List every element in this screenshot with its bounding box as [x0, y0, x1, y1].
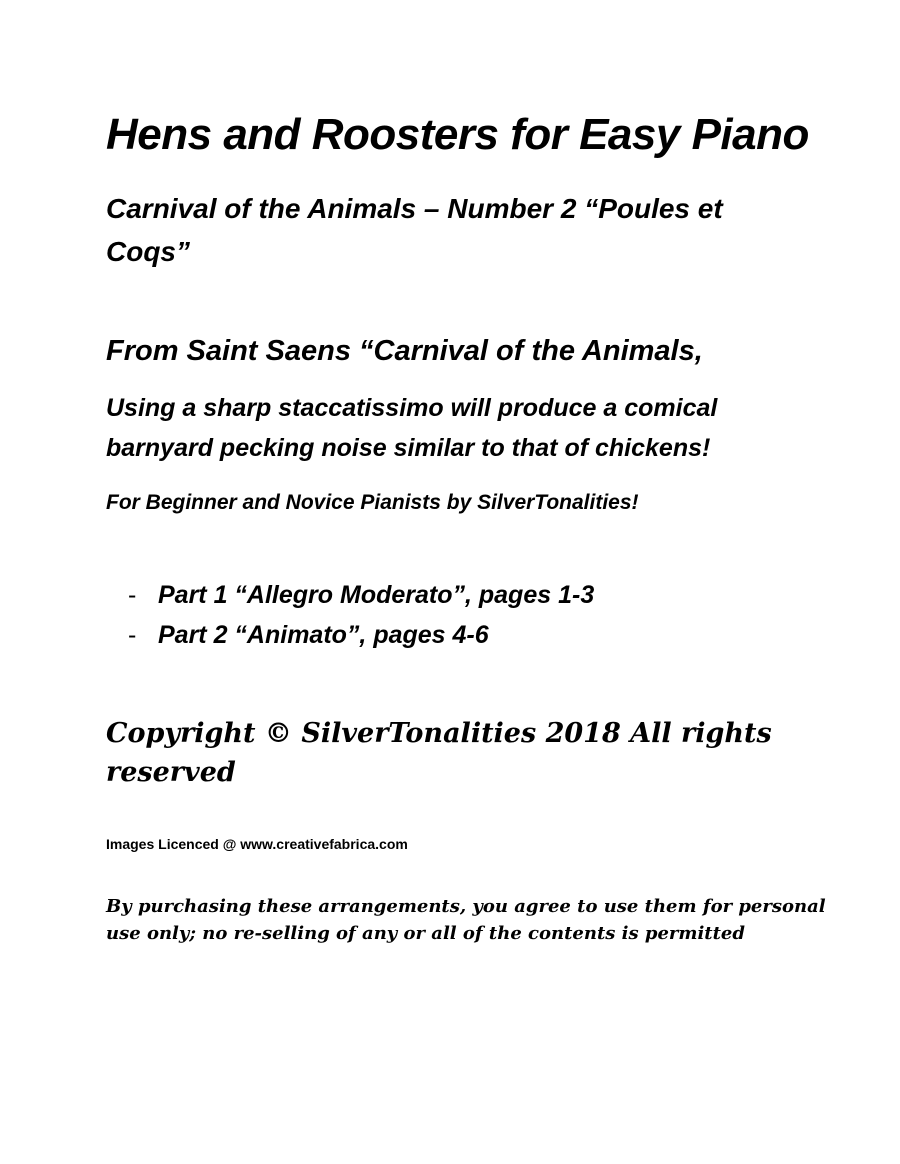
subtitle-line-2: Coqs” [106, 236, 190, 267]
description-line-1: Using a sharp staccatissimo will produce a comical [106, 394, 718, 422]
audience-line: For Beginner and Novice Pianists by SilverTonalities! [106, 491, 639, 514]
bullet-dash: - [128, 581, 137, 609]
part-list-item-2 [128, 621, 489, 650]
terms-line-2: use only; no re-selling of any or all of the contents is permitted [106, 923, 745, 944]
part-label: Part 1 “Allegro Moderato”, pages 1-3 [158, 581, 595, 609]
part-label: Part 2 “Animato”, pages 4-6 [158, 621, 489, 649]
source-line: From Saint Saens “Carnival of the Animals, [106, 335, 703, 367]
terms-line-1: By purchasing these arrangements, you agree to use them for personal [106, 896, 826, 917]
copyright-line-1: Copyright © SilverTonalities 2018 All rights [106, 718, 772, 749]
subtitle-line-1: Carnival of the Animals – Number 2 “Poules et [106, 193, 723, 224]
document-title: Hens and Roosters for Easy Piano [106, 110, 809, 159]
copyright-line-2: reserved [106, 757, 236, 788]
bullet-dash: - [128, 621, 137, 649]
part-list-item-1 [128, 581, 594, 610]
description-line-2: barnyard pecking noise similar to that of chickens! [106, 434, 711, 462]
image-license-note: Images Licenced @ www.creativefabrica.com [106, 836, 408, 852]
